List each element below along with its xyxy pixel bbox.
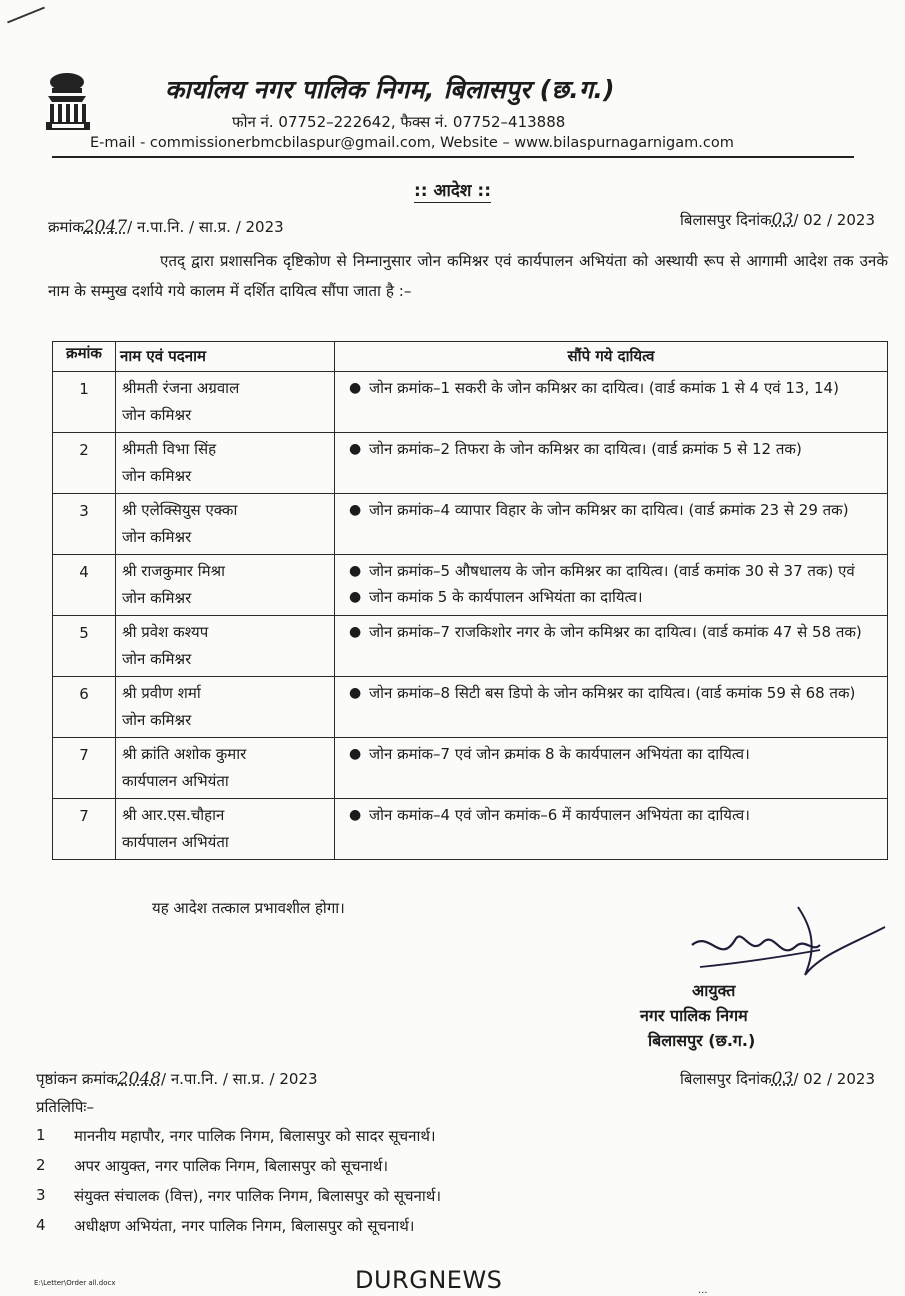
recipient-number: 2 (36, 1156, 46, 1174)
order-date: बिलासपुर दिनांक03/ 02 / 2023 (680, 210, 875, 230)
recipient-text: माननीय महापौर, नगर पालिक निगम, बिलासपुर को सादर सूचनार्थ। (74, 1127, 436, 1145)
row-serial: 1 (53, 372, 116, 433)
assignment-table (52, 341, 888, 860)
bullet-icon: ● (349, 563, 362, 579)
officer-designation: कार्यपालन अभियंता (122, 772, 229, 790)
copy-recipient-list (36, 1126, 441, 1246)
signatory-block (640, 978, 755, 1053)
row-serial: 4 (53, 555, 116, 616)
officer-designation: जोन कमिश्नर (122, 589, 192, 607)
order-heading: :: आदेश :: (414, 181, 491, 201)
order-intro-paragraph: एतद् द्वारा प्रशासनिक दृष्टिकोण से निम्नानुसार जोन कमिश्नर एवं कार्यपालन अभियंता को अस्थायी रूप से आगामी आदेश तक उनके नाम के सम्मुख दर्शाये गये कालम में दर्शित दायित्व सौंपा जाता है :– (48, 252, 888, 300)
row-serial: 7 (53, 799, 116, 860)
table-row (53, 799, 888, 860)
row-duties-cell (335, 616, 888, 677)
corporation-emblem-icon (38, 70, 96, 138)
header-divider (52, 156, 854, 158)
signatory-city: बिलासपुर (छ.ग.) (648, 1031, 756, 1050)
officer-name: श्री आर.एस.चौहान (122, 806, 225, 824)
duty-text: जोन क्रमांक–5 औषधालय के जोन कमिश्नर का दायित्व। (वार्ड कमांक 30 से 37 तक) एवं (369, 562, 855, 580)
bullet-icon: ● (349, 807, 362, 823)
handwritten-date-day: 03 (771, 210, 794, 230)
recipient-number: 1 (36, 1126, 46, 1144)
watermark-text: DURGNEWS (355, 1266, 503, 1294)
table-row (53, 738, 888, 799)
duty-text: जोन क्रमांक–7 एवं जोन क्रमांक 8 के कार्यपालन अभियंता का दायित्व। (369, 745, 750, 763)
handwritten-endorse-day: 03 (771, 1069, 794, 1089)
duty-text: जोन कमांक–4 एवं जोन कमांक–6 में कार्यपालन अभियंता का दायित्व। (369, 806, 750, 824)
duty-text: जोन क्रमांक–4 व्यापार विहार के जोन कमिश्नर का दायित्व। (वार्ड क्रमांक 23 से 29 तक) (369, 501, 849, 519)
email-website-line: E-mail - commissionerbmcbilaspur@gmail.com, Website – www.bilaspurnagarnigam.com (90, 135, 734, 151)
table-header-row (53, 342, 888, 372)
row-name-cell (116, 555, 335, 616)
row-serial: 2 (53, 433, 116, 494)
bullet-icon: ● (349, 441, 362, 457)
effect-statement: यह आदेश तत्काल प्रभावशील होगा। (152, 899, 345, 917)
col-header-name: नाम एवं पदनाम (116, 342, 335, 372)
duty-item (349, 558, 881, 584)
row-name-cell (116, 738, 335, 799)
duty-text: जोन क्रमांक–8 सिटी बस डिपो के जोन कमिश्नर का दायित्व। (वार्ड कमांक 59 से 68 तक) (369, 684, 856, 702)
row-serial: 5 (53, 616, 116, 677)
table-row (53, 616, 888, 677)
col-header-duties: सौंपे गये दायित्व (335, 342, 888, 372)
officer-designation: जोन कमिश्नर (122, 406, 192, 424)
officer-designation: कार्यपालन अभियंता (122, 833, 229, 851)
recipient-number: 4 (36, 1216, 46, 1234)
row-duties-cell (335, 372, 888, 433)
duty-text: जोन क्रमांक–7 राजकिशोर नगर के जोन कमिश्नर का दायित्व। (वार्ड कमांक 47 से 58 तक) (369, 623, 862, 641)
bullet-icon: ● (349, 380, 362, 396)
col-header-serial: क्रमांक (53, 342, 116, 372)
recipient-text: संयुक्त संचालक (वित्त), नगर पालिक निगम, बिलासपुर को सूचनार्थ। (74, 1187, 442, 1205)
list-item (36, 1186, 441, 1216)
bullet-icon: ● (349, 589, 362, 605)
list-item (36, 1126, 441, 1156)
officer-name: श्री राजकुमार मिश्रा (122, 562, 226, 580)
duty-text: जोन क्रमांक–1 सकरी के जोन कमिश्नर का दायित्व। (वार्ड कमांक 1 से 4 एवं 13, 14) (369, 379, 839, 397)
duty-item (349, 619, 881, 645)
row-name-cell (116, 433, 335, 494)
row-name-cell (116, 799, 335, 860)
list-item (36, 1216, 441, 1246)
officer-designation: जोन कमिश्नर (122, 650, 192, 668)
row-name-cell (116, 372, 335, 433)
officer-designation: जोन कमिश्नर (122, 528, 192, 546)
officer-name: श्रीमती रंजना अग्रवाल (122, 379, 240, 397)
office-title: कार्यालय नगर पालिक निगम, बिलासपुर (छ.ग.) (165, 75, 615, 104)
file-path-note: E:\Letter\Order all.docx (34, 1279, 116, 1287)
row-duties-cell (335, 555, 888, 616)
duty-item (349, 680, 881, 706)
table-row (53, 677, 888, 738)
handwritten-ref-number: 2047 (83, 217, 128, 237)
order-reference: क्रमांक2047/ न.पा.नि. / सा.प्र. / 2023 (48, 217, 284, 237)
endorsement-reference: पृष्ठांकन क्रमांक2048/ न.पा.नि. / सा.प्र. / 2023 (36, 1069, 318, 1089)
officer-designation: जोन कमिश्नर (122, 467, 192, 485)
row-duties-cell (335, 738, 888, 799)
officer-name: श्री प्रवीण शर्मा (122, 684, 201, 702)
bullet-icon: ● (349, 624, 362, 640)
duty-item (349, 741, 881, 767)
pen-stroke-mark (7, 7, 45, 24)
duty-text: जोन क्रमांक–2 तिफरा के जोन कमिश्नर का दायित्व। (वार्ड क्रमांक 5 से 12 तक) (369, 440, 802, 458)
row-serial: 3 (53, 494, 116, 555)
recipient-text: अपर आयुक्त, नगर पालिक निगम, बिलासपुर को सूचनार्थ। (74, 1157, 389, 1175)
bullet-icon: ● (349, 502, 362, 518)
table-row (53, 494, 888, 555)
row-duties-cell (335, 433, 888, 494)
officer-name: श्री एलेक्सियुस एक्का (122, 501, 238, 519)
duty-item (349, 497, 881, 523)
duty-item (349, 375, 881, 401)
officer-name: श्री प्रवेश कश्यप (122, 623, 209, 641)
officer-name: श्री क्रांति अशोक कुमार (122, 745, 247, 763)
row-serial: 7 (53, 738, 116, 799)
table-row (53, 372, 888, 433)
signatory-designation: आयुक्त (692, 981, 736, 1000)
duty-text: जोन कमांक 5 के कार्यपालन अभियंता का दायित्व। (369, 588, 643, 606)
duty-item (349, 802, 881, 828)
bullet-icon: ● (349, 685, 362, 701)
table-row (53, 433, 888, 494)
list-item (36, 1156, 441, 1186)
row-duties-cell (335, 677, 888, 738)
row-duties-cell (335, 494, 888, 555)
duty-item (349, 584, 881, 610)
row-serial: 6 (53, 677, 116, 738)
signatory-office: नगर पालिक निगम (640, 1006, 748, 1025)
recipient-text: अधीक्षण अभियंता, नगर पालिक निगम, बिलासपुर को सूचनार्थ। (74, 1217, 415, 1235)
duty-item (349, 436, 881, 462)
officer-designation: जोन कमिश्नर (122, 711, 192, 729)
phone-fax-line: फोन नं. 07752–222642, फैक्स नं. 07752–413888 (232, 113, 566, 131)
endorsement-date: बिलासपुर दिनांक03/ 02 / 2023 (680, 1069, 875, 1089)
row-name-cell (116, 616, 335, 677)
row-name-cell (116, 494, 335, 555)
row-duties-cell (335, 799, 888, 860)
footer-dots: ... (698, 1285, 708, 1296)
handwritten-endorse-number: 2048 (117, 1069, 162, 1089)
row-name-cell (116, 677, 335, 738)
officer-name: श्रीमती विभा सिंह (122, 440, 217, 458)
bullet-icon: ● (349, 746, 362, 762)
table-row (53, 555, 888, 616)
copy-to-label: प्रतिलिपिः– (36, 1098, 94, 1116)
recipient-number: 3 (36, 1186, 46, 1204)
